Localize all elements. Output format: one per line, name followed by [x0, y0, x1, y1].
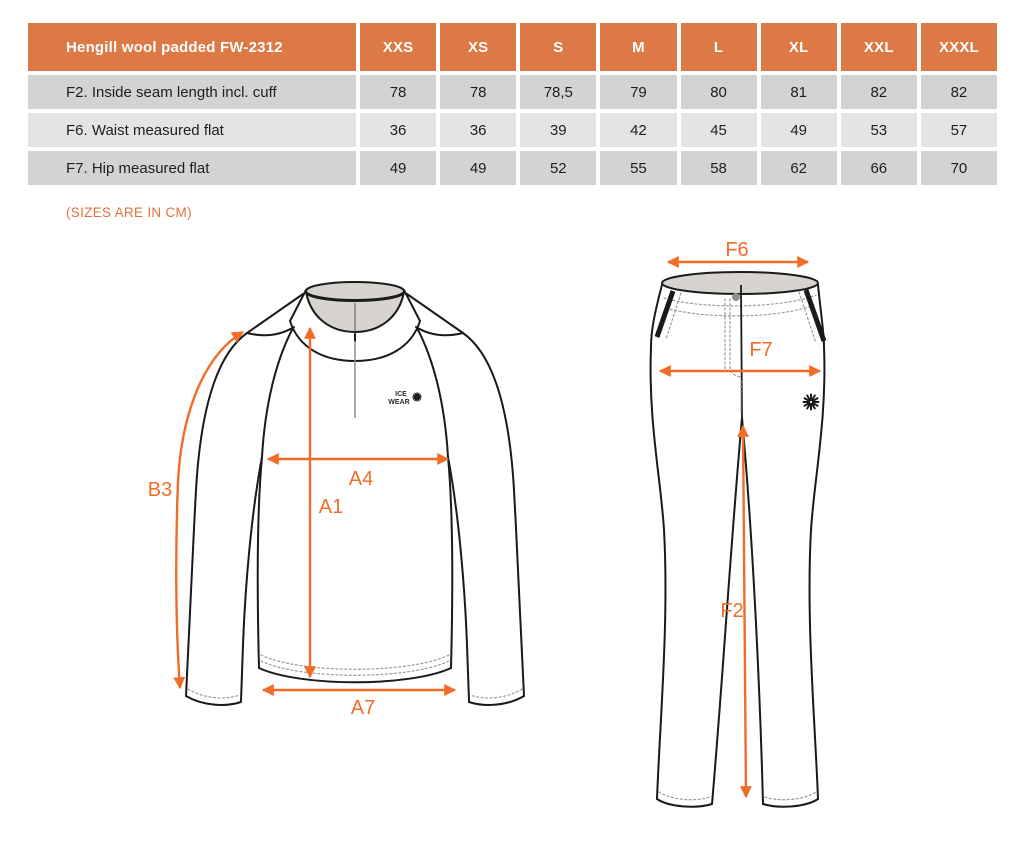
value-cell: 78,5 [520, 75, 596, 109]
a7-label: A7 [350, 697, 376, 719]
b3-label: B3 [147, 479, 173, 501]
value-cell: 49 [761, 113, 837, 147]
snowflake-icon [413, 393, 421, 401]
snowflake-logo-icon [804, 395, 819, 410]
pants-outline [651, 272, 825, 807]
value-cell: 81 [761, 75, 837, 109]
value-cell: 82 [921, 75, 997, 109]
value-cell: 39 [520, 113, 596, 147]
a1-label: A1 [318, 496, 344, 518]
size-header-m: M [600, 23, 676, 71]
product-title-cell: Hengill wool padded FW-2312 [28, 23, 356, 71]
value-cell: 78 [440, 75, 516, 109]
value-cell: 53 [841, 113, 917, 147]
f7-label: F7 [749, 339, 773, 361]
value-cell: 80 [681, 75, 757, 109]
svg-text:ICE: ICE [395, 391, 407, 398]
a4-label: A4 [348, 468, 374, 490]
value-cell: 62 [761, 151, 837, 185]
sweater-outline [186, 282, 524, 705]
value-cell: 42 [600, 113, 676, 147]
size-table [28, 23, 997, 185]
value-cell: 79 [600, 75, 676, 109]
size-header-xxs: XXS [360, 23, 436, 71]
value-cell: 49 [440, 151, 516, 185]
svg-text:WEAR: WEAR [388, 399, 410, 406]
size-header-l: L [681, 23, 757, 71]
pants-diagram [628, 236, 852, 836]
value-cell: 78 [360, 75, 436, 109]
row-label-f2: F2. Inside seam length incl. cuff [28, 75, 356, 109]
value-cell: 66 [841, 151, 917, 185]
row-label-f6: F6. Waist measured flat [28, 113, 356, 147]
value-cell: 52 [520, 151, 596, 185]
row-label-f7: F7. Hip measured flat [28, 151, 356, 185]
size-header-xxxl: XXXL [921, 23, 997, 71]
value-cell: 70 [921, 151, 997, 185]
f6-label: F6 [725, 239, 749, 261]
size-header-xs: XS [440, 23, 516, 71]
waist-button [732, 293, 740, 301]
size-header-xxl: XXL [841, 23, 917, 71]
icewear-chest-logo [388, 391, 421, 406]
value-cell: 36 [440, 113, 516, 147]
value-cell: 45 [681, 113, 757, 147]
pants-measurements [660, 239, 820, 797]
sweater-diagram [140, 243, 564, 725]
sizes-in-cm-note: (SIZES ARE IN CM) [66, 205, 192, 220]
value-cell: 49 [360, 151, 436, 185]
value-cell: 57 [921, 113, 997, 147]
value-cell: 58 [681, 151, 757, 185]
value-cell: 36 [360, 113, 436, 147]
size-header-s: S [520, 23, 596, 71]
size-header-xl: XL [761, 23, 837, 71]
value-cell: 82 [841, 75, 917, 109]
b3-sleeve-arrow [176, 332, 243, 688]
value-cell: 55 [600, 151, 676, 185]
f2-label: F2 [720, 600, 744, 622]
